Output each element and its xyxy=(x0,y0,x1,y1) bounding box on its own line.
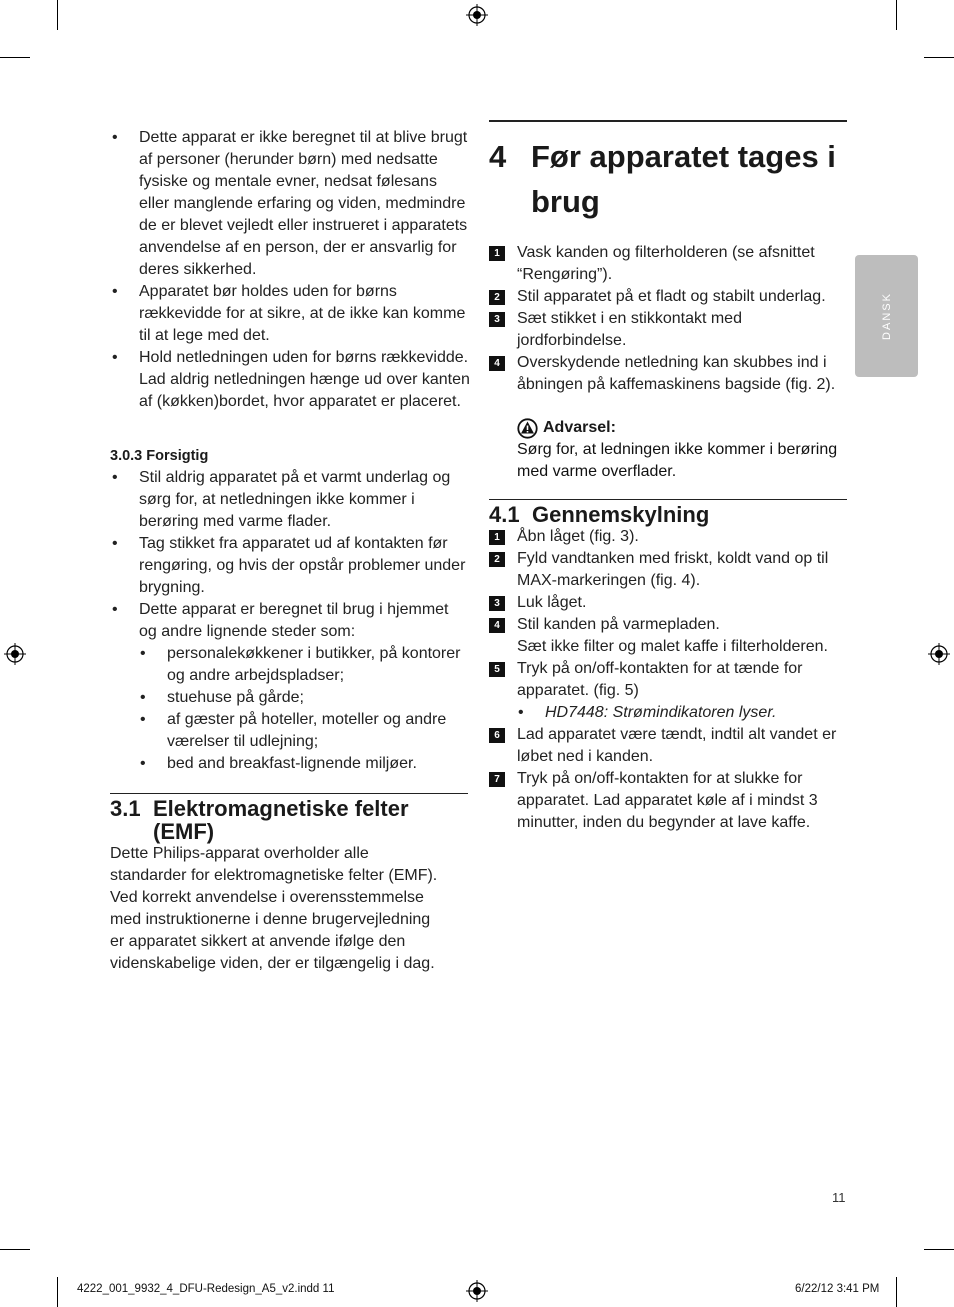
caution-list xyxy=(110,467,470,643)
warning-icon xyxy=(517,418,538,439)
registration-mark-icon xyxy=(928,643,950,665)
list-item: • Tag stikket fra apparatet ud af kontakten før rengøring, og hvis der opstår problemer under brygning. xyxy=(110,533,470,599)
step-number: 1 xyxy=(489,246,505,261)
footer-timestamp: 6/22/12 3:41 PM xyxy=(795,1283,880,1295)
emf-paragraph: Dette Philips-apparat overholder alle standarder for elektromagnetiske felter (EMF). Ved korrekt anvendelse i overensstemmelse med instruktionerne i denne brugervejledning er apparatet sikkert at anvende ifølge den videnskabelige viden, der er tilgængelig i dag. xyxy=(110,845,438,972)
crop-mark xyxy=(896,1277,897,1307)
step-number: 4 xyxy=(489,356,505,371)
section-title-line: (EMF) xyxy=(153,819,215,844)
step-number: 2 xyxy=(489,552,505,567)
registration-mark-icon xyxy=(466,1280,488,1302)
page-number: 11 xyxy=(832,1190,846,1205)
right-column xyxy=(489,120,847,834)
list-item: • bed and breakfast-lignende miljøer. xyxy=(110,753,470,775)
crop-mark xyxy=(57,1277,58,1307)
step-number: 5 xyxy=(489,662,505,677)
left-column xyxy=(110,127,470,975)
list-item: • Hold netledningen uden for børns rækkevidde. Lad aldrig netledningen hænge ud over kanten af (køkken)bordet, hvor apparatet er placeret. xyxy=(110,347,470,413)
step-note: Sæt ikke filter og malet kaffe i filterholderen. xyxy=(517,638,828,655)
step-sub-bullet xyxy=(517,702,847,724)
step-sub-text: HD7448: Strømindikatoren lyser. xyxy=(545,704,777,721)
crop-mark xyxy=(924,1249,954,1250)
list-item: • af gæster på hoteller, moteller og andre værelser til udlejning; xyxy=(110,709,470,753)
step-item xyxy=(489,592,847,614)
step-item xyxy=(489,658,847,724)
chapter-heading xyxy=(489,134,847,224)
step-item xyxy=(489,614,847,658)
crop-mark xyxy=(896,0,897,30)
section-heading-emf xyxy=(110,797,470,843)
step-item xyxy=(489,308,847,352)
step-text: Luk låget. xyxy=(517,594,587,611)
crop-mark xyxy=(57,0,58,30)
step-number: 1 xyxy=(489,530,505,545)
step-text: Vask kanden og filterholderen (se afsnittet “Rengøring”). xyxy=(517,244,815,283)
section-title-line: Elektromagnetiske felter xyxy=(153,796,409,821)
step-text: Fyld vandtanken med friskt, koldt vand op til MAX-markeringen (fig. 4). xyxy=(517,550,829,589)
step-item xyxy=(489,768,847,834)
registration-mark-icon xyxy=(466,4,488,26)
chapter-divider xyxy=(489,120,847,122)
step-item xyxy=(489,286,847,308)
step-number: 3 xyxy=(489,596,505,611)
step-item xyxy=(489,548,847,592)
warning-text: Sørg for, at ledningen ikke kommer i berøring med varme overflader. xyxy=(517,441,838,480)
crop-mark xyxy=(924,57,954,58)
step-item xyxy=(489,352,847,396)
list-item: • Stil aldrig apparatet på et varmt underlag og sørg for, at netledningen ikke kommer i berøring med varme flader. xyxy=(110,467,470,533)
section-title xyxy=(153,797,409,843)
step-text: Tryk på on/off-kontakten for at slukke for apparatet. Lad apparatet køle af i mindst 3 minutter, inden du begynder at lave kaffe. xyxy=(517,770,818,831)
language-tab xyxy=(855,255,918,377)
section-number: 4.1 xyxy=(489,502,520,527)
rinse-steps xyxy=(489,526,847,834)
crop-mark xyxy=(0,1249,30,1250)
setup-steps xyxy=(489,242,847,396)
step-number: 3 xyxy=(489,312,505,327)
footer-file-info: 4222_001_9932_4_DFU-Redesign_A5_v2.indd 11 xyxy=(77,1283,335,1295)
list-item: • Apparatet bør holdes uden for børns rækkevidde for at sikre, at de ikke kan komme til at lege med det. xyxy=(110,281,470,347)
step-number: 2 xyxy=(489,290,505,305)
warning-title-row xyxy=(517,417,847,439)
section-divider xyxy=(110,793,468,794)
section-title: Gennemskylning xyxy=(532,502,710,527)
step-text: Stil kanden på varmepladen. xyxy=(517,616,720,633)
step-text: Stil apparatet på et fladt og stabilt underlag. xyxy=(517,288,826,305)
warning-box xyxy=(517,417,847,483)
step-number: 6 xyxy=(489,728,505,743)
chapter-title: Før apparatet tages i brug xyxy=(531,139,836,219)
list-item: • Dette apparat er beregnet til brug i hjemmet og andre lignende steder som: xyxy=(110,599,470,643)
step-text: Overskydende netledning kan skubbes ind i åbningen på kaffemaskinens bagside (fig. 2). xyxy=(517,354,836,393)
usage-locations-list xyxy=(110,643,470,775)
registration-mark-icon xyxy=(4,643,26,665)
step-text: Sæt stikket i en stikkontakt med jordforbindelse. xyxy=(517,310,742,349)
list-item: • personalekøkkener i butikker, på kontorer og andre arbejdspladser; xyxy=(110,643,470,687)
section-heading-rinse xyxy=(489,503,847,526)
step-item xyxy=(489,724,847,768)
section-number: 3.1 xyxy=(110,796,141,821)
section-divider xyxy=(489,499,847,500)
caution-heading: 3.0.3 Forsigtig xyxy=(110,448,209,464)
warning-title: Advarsel: xyxy=(543,419,616,436)
step-number: 4 xyxy=(489,618,505,633)
step-number: 7 xyxy=(489,772,505,787)
step-text: Tryk på on/off-kontakten for at tænde for apparatet. (fig. 5) xyxy=(517,660,803,699)
list-item: • stuehuse på gårde; xyxy=(110,687,470,709)
step-item xyxy=(489,526,847,548)
language-tab-label: DANSK xyxy=(880,292,893,340)
list-item: • Dette apparat er ikke beregnet til at blive brugt af personer (herunder børn) med nedsatte fysiske og mentale evner, nedsat følesans eller manglende erfaring og viden, medmindre de er blevet vejledt eller instrueret i apparatets anvendelse af en person, der er ansvarlig for deres sikkerhed. xyxy=(110,127,470,281)
step-item xyxy=(489,242,847,286)
crop-mark xyxy=(0,57,30,58)
step-text: Lad apparatet være tændt, indtil alt vandet er løbet ned i kanden. xyxy=(517,726,837,765)
chapter-number: 4 xyxy=(489,139,507,174)
step-text: Åbn låget (fig. 3). xyxy=(517,528,639,545)
safety-list xyxy=(110,127,470,413)
